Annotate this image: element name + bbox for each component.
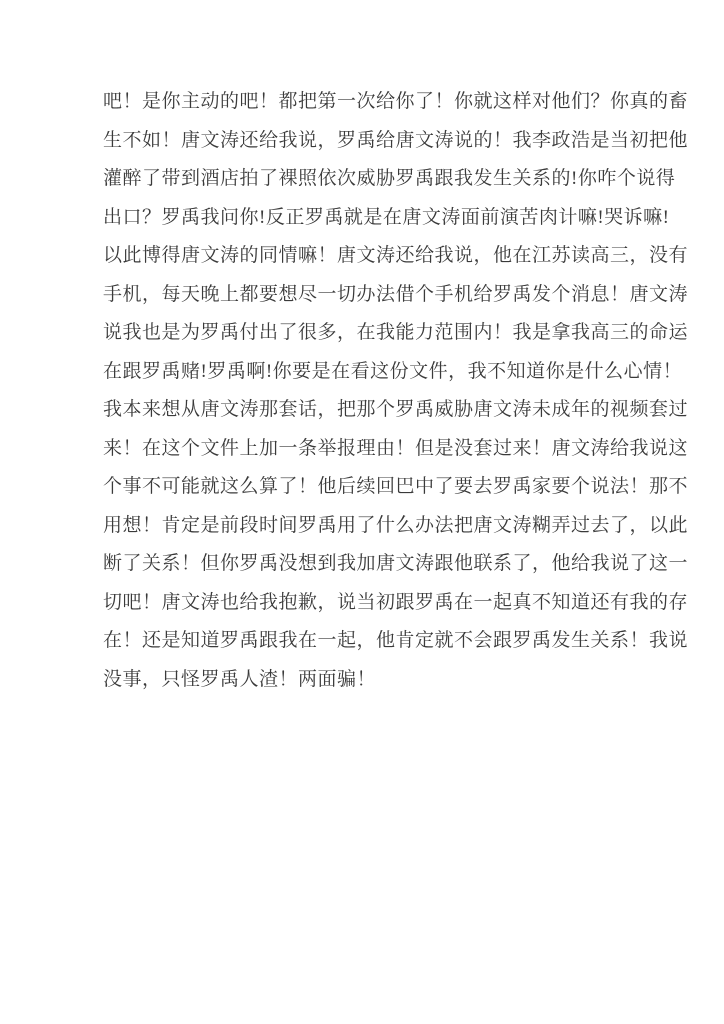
text-line: 没事，只怪罗禹人渣！两面骗！ bbox=[103, 668, 377, 690]
text-line: 吧！是你主动的吧！都把第一次给你了！你就这样对他们？你真的畜 bbox=[103, 91, 689, 112]
text-line: 出口？罗禹我问你!反正罗禹就是在唐文涛面前演苦肉计嘛!哭诉嘛! bbox=[103, 206, 670, 228]
text-line: 生不如！唐文涛还给我说，罗禹给唐文涛说的！我李政浩是当初把他 bbox=[103, 129, 689, 151]
text-line: 手机，每天晚上都要想尽一切办法借个手机给罗禹发个消息！唐文涛 bbox=[103, 283, 689, 305]
text-line: 以此博得唐文涛的同情嘛！唐文涛还给我说，他在江苏读高三，没有 bbox=[103, 245, 689, 266]
text-line: 灌醉了带到酒店拍了裸照依次威胁罗禹跟我发生关系的!你咋个说得 bbox=[103, 168, 676, 189]
text-line: 我本来想从唐文涛那套话，把那个罗禹威胁唐文涛未成年的视频套过 bbox=[103, 399, 689, 420]
text-line: 断了关系！但你罗禹没想到我加唐文涛跟他联系了，他给我说了这一 bbox=[103, 553, 689, 574]
text-line: 在跟罗禹赌!罗禹啊!你要是在看这份文件，我不知道你是什么心情！ bbox=[103, 360, 683, 382]
text-line: 来！在这个文件上加一条举报理由！但是没套过来！唐文涛给我说这 bbox=[103, 437, 689, 459]
text-line: 个事不可能就这么算了！他后续回巴中了要去罗禹家要个说法！那不 bbox=[103, 476, 689, 497]
text-line: 切吧！唐文涛也给我抱歉，说当初跟罗禹在一起真不知道还有我的存 bbox=[103, 591, 689, 613]
text-line: 用想！肯定是前段时间罗禹用了什么办法把唐文涛糊弄过去了，以此 bbox=[103, 514, 689, 536]
text-line: 说我也是为罗禹付出了很多，在我能力范围内！我是拿我高三的命运 bbox=[103, 322, 689, 343]
document-text-block bbox=[103, 83, 689, 699]
text-line: 在！还是知道罗禹跟我在一起，他肯定就不会跟罗禹发生关系！我说 bbox=[103, 630, 689, 651]
